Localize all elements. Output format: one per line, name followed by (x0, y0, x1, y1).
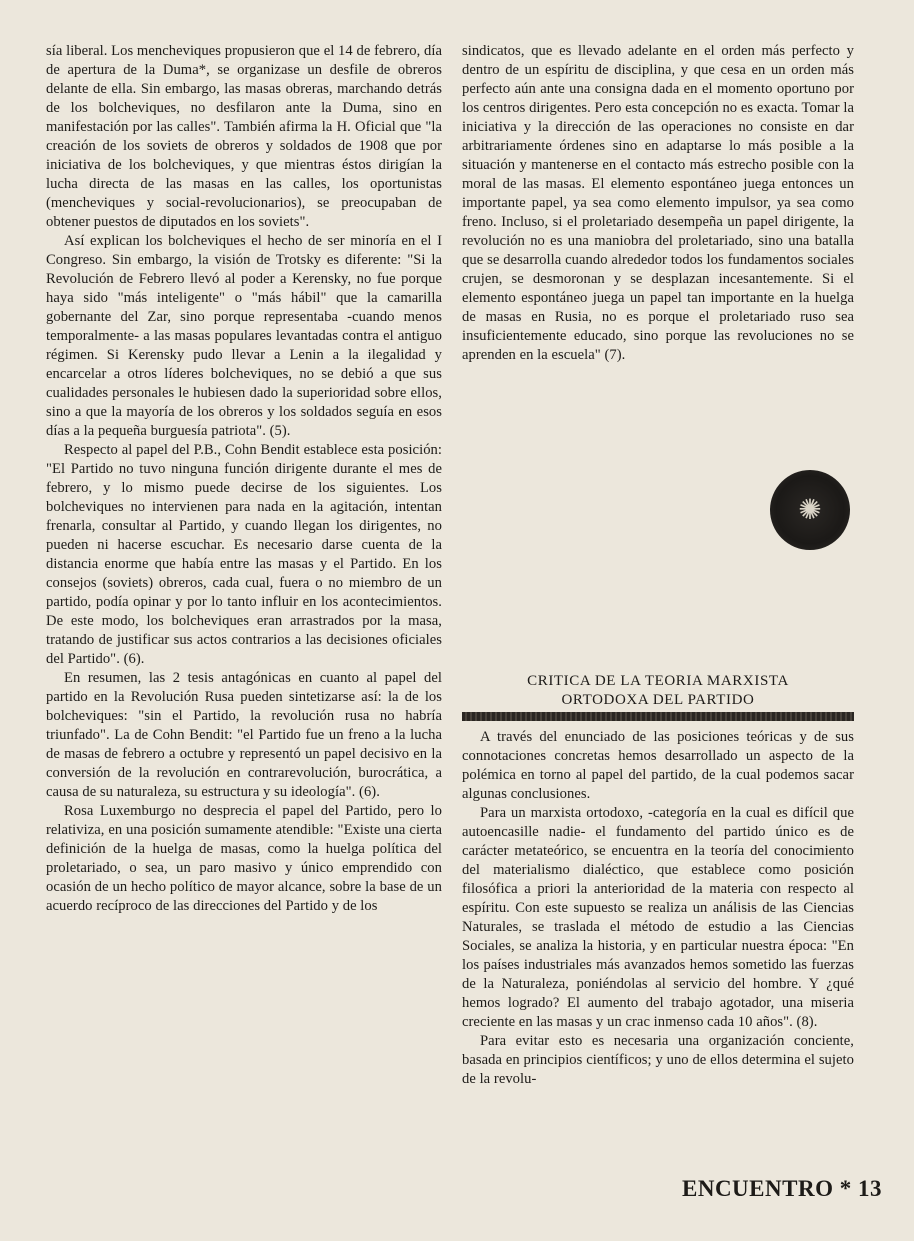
left-column (46, 42, 442, 916)
section-title-line-1: CRITICA DE LA TEORIA MARXISTA (527, 673, 789, 689)
paragraph-right-2: A través del enunciado de las posiciones teóricas y de sus connotaciones concretas hemos desarrollado un aspecto de la polémica en torno al papel del partido, de la cual podemos sacar algunas conclusiones. (462, 729, 854, 802)
paragraph-right-4: Para evitar esto es necesaria una organización conciente, basada en principios científicos; y uno de ellos determina el sujeto de la revolu- (462, 1033, 854, 1087)
page-footer (682, 1176, 882, 1202)
right-column-top (462, 42, 854, 365)
paragraph-left-1: sía liberal. Los mencheviques propusieron que el 14 de febrero, día de apertura de la Duma*, se organizase un desfile de obreros delante de ella. Sin embargo, las masas obreras, marchando detrás de los bolcheviques, no desfilaron ante la Duma, sino en manifestación por las calles". También afirma la H. Oficial que "la creación de los soviets de obreros y soldados de 1908 que por iniciativa de los bolcheviques, y que mientras éstos dirigían la lucha directa de las masas en las calles, los oportunistas (mencheviques y social-revolucionarios), se preocupaban de obtener puestos de diputados en los soviets". (46, 43, 442, 230)
paragraph-left-4: En resumen, las 2 tesis antagónicas en cuanto al papel del partido en la Revolución Rusa pueden sintetizarse así: la de los bolcheviques: "sin el Partido, la revolución rusa no habría triunfado". La de Cohn Bendit: "el Partido fue un freno a la lucha de masas de febrero a octubre y representó un papel decisivo en la conversión de la revolución en contrarevolución, burocrática, a causa de su naturaleza, su estructura y su ideología". (6). (46, 670, 442, 800)
magazine-name: ENCUENTRO (682, 1176, 834, 1201)
paragraph-right-3: Para un marxista ortodoxo, -categoría en la cual es difícil que autoencasille nadie- el fundamento del partido único es de carácter metateórico, se encuentra en la teoría del conocimiento del materialismo dialéctico, que establece como posición filosófica a priori la anterioridad de la materia con respecto al espíritu. Con este supuesto se realiza un análisis de las Ciencias Naturales, se traslada el método de estudio a las Ciencias Sociales, se analiza la historia, y en particular nuestra época: "En los países industriales más avanzados hemos sometido las fuerzas de la Naturaleza, poniéndolas al servicio del hombre. Y ¿qué hemos logrado? El aumento del trabajo agotador, una miseria creciente en las masas y un crac inmenso cada 10 años". (8). (462, 805, 854, 1030)
paragraph-right-1: sindicatos, que es llevado adelante en el orden más perfecto y dentro de un espíritu de disciplina, y que cesa en un orden más perfecto aún ante una consigna dada en el momento oportuno por los centros dirigentes. Pero esta concepción no es exacta. Tomar la iniciativa y la dirección de las operaciones no consiste en dar arbitrariamente órdenes sino en adaptarse lo más posible a la situación y mantenerse en el contacto más estrecho posible con la moral de las masas. El elemento espontáneo juega entonces un importante papel, ya sea como elemento impulsor, ya sea como freno. Incluso, si el proletariado desempeña un papel dirigente, la revolución no es una maniobra del proletariado, sino una batalla que se desarrolla cuando alrededor todos los fundamentos sociales crujen, se desmoronan y se desplazan incesantemente. Si el elemento espontáneo juega un papel tan importante en la huelga de masas en Rusia, no es porque el proletariado ruso sea insuficientemente educado, sino porque las revoluciones no se aprenden en la escuela" (7). (462, 43, 854, 363)
section-title (462, 672, 854, 710)
section-title-line-2: ORTODOXA DEL PARTIDO (561, 692, 755, 708)
right-column-bottom (462, 728, 854, 1089)
circular-emblem-icon (770, 470, 850, 550)
emblem-glyph-icon: ✺ (798, 493, 822, 526)
footer-separator: * (839, 1176, 852, 1201)
paragraph-left-3: Respecto al papel del P.B., Cohn Bendit establece esta posición: "El Partido no tuvo ninguna función dirigente durante el mes de febrero, y lo mismo puede decirse de los siguientes. Los bolcheviques no intervienen para nada en la agitación, intentan frenarla, consultar al Partido, y cuando llegan los dirigentes, no pueden ni hacerse escuchar. Es necesario darse cuenta de la distancia enorme que había entre las masas y el Partido. En los consejos (soviets) obreros, cada cual, fuera o no miembro de un partido, podía opinar y por lo tanto influir en los acontecimientos. De este modo, los bolcheviques eran arrastrados por la masa, tratando de justificar sus actos contrarios a las decisiones oficiales del Partido". (6). (46, 442, 442, 667)
paragraph-left-2: Así explican los bolcheviques el hecho de ser minoría en el I Congreso. Sin embargo, la visión de Trotsky es diferente: "Si la Revolución de Febrero llevó al poder a Kerensky, no fue porque haya sido "más inteligente" o "más hábil" que la camarilla gobernante del Zar, sino porque representaba -cuando menos temporalmente- a las masas populares levantadas contra el antiguo régimen. Si Kerensky pudo llevar a Lenin a la ilegalidad y encarcelar a otros líderes bolcheviques, no se debió a que sus cualidades personales le hubiesen dado la superioridad sobre ellos, sino a que la mayoría de los obreros y los soldados seguía en esos días a la pequeña burguesía patriota". (5). (46, 233, 442, 439)
paragraph-left-5: Rosa Luxemburgo no desprecia el papel del Partido, pero lo relativiza, en una posición sumamente atendible: "Existe una cierta definición de la huelga de masas, como la huelga política del proletariado, o sea, un paro masivo y único emprendido con ocasión de un hecho político de mayor alcance, sobre la base de un acuerdo recíproco de las direcciones del Partido y de los (46, 803, 442, 914)
section-divider (462, 712, 854, 721)
page-number: 13 (857, 1176, 882, 1201)
